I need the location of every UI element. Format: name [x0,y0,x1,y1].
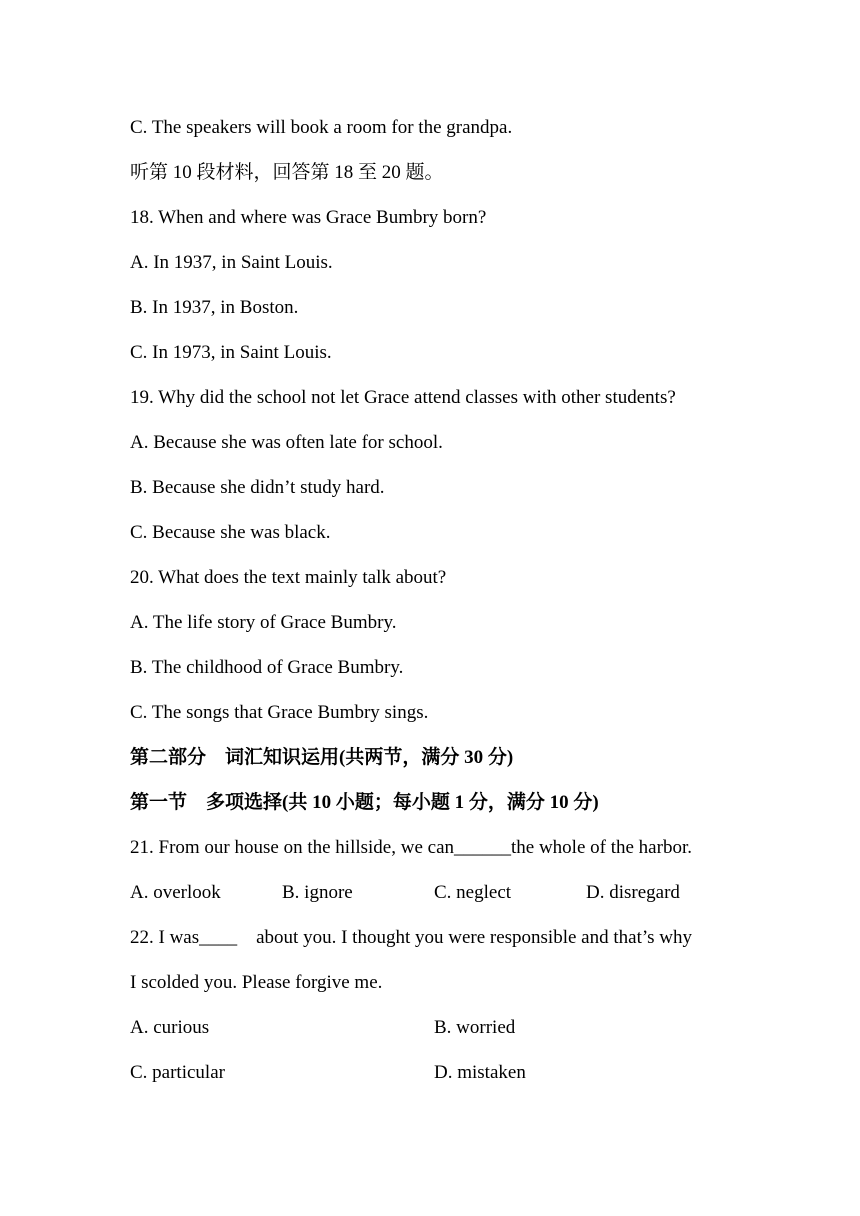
question-18: 18. When and where was Grace Bumbry born? [130,207,487,228]
page-content [130,113,750,1103]
question-20: 20. What does the text mainly talk about? [130,567,447,588]
section-1-title: 多项选择(共 10 小题；每小题 1 分，满分 10 分) [206,792,599,813]
q19-option-a: A. Because she was often late for school. [130,432,443,453]
q21-option-a: A. overlook [130,882,221,903]
q17-option-c: C. The speakers will book a room for the grandpa. [130,117,513,138]
q22-options-row-2 [130,1058,750,1103]
q21-options [130,878,750,923]
q22-option-c: C. particular [130,1062,225,1083]
q18-option-b: B. In 1937, in Boston. [130,297,299,318]
listening-instruction: 听第 10 段材料，回答第 18 至 20 题。 [130,162,444,183]
q21-option-c: C. neglect [434,882,512,903]
part-2-label: 第二部分 [130,747,207,768]
q22-option-b: B. worried [434,1017,516,1038]
q22-options-row-1 [130,1013,750,1058]
part-2-title: 词汇知识运用(共两节，满分 30 分) [225,747,514,768]
section-1-label: 第一节 [130,792,188,813]
question-22-line-2: I scolded you. Please forgive me. [130,972,383,993]
q18-option-c: C. In 1973, in Saint Louis. [130,342,332,363]
q20-option-a: A. The life story of Grace Bumbry. [130,612,397,633]
q18-option-a: A. In 1937, in Saint Louis. [130,252,333,273]
q19-option-b: B. Because she didn’t study hard. [130,477,385,498]
question-21: 21. From our house on the hillside, we can______the whole of the harbor. [130,837,692,858]
q22-option-a: A. curious [130,1017,210,1038]
q21-option-d: D. disregard [586,882,680,903]
q21-option-b: B. ignore [282,882,353,903]
part-2-heading [130,743,750,788]
question-19: 19. Why did the school not let Grace attend classes with other students? [130,387,676,408]
q20-option-c: C. The songs that Grace Bumbry sings. [130,702,429,723]
q20-option-b: B. The childhood of Grace Bumbry. [130,657,404,678]
q19-option-c: C. Because she was black. [130,522,331,543]
question-22-line-1: 22. I was____ about you. I thought you were responsible and that’s why [130,927,692,948]
section-1-heading [130,788,750,833]
q22-option-d: D. mistaken [434,1062,526,1083]
